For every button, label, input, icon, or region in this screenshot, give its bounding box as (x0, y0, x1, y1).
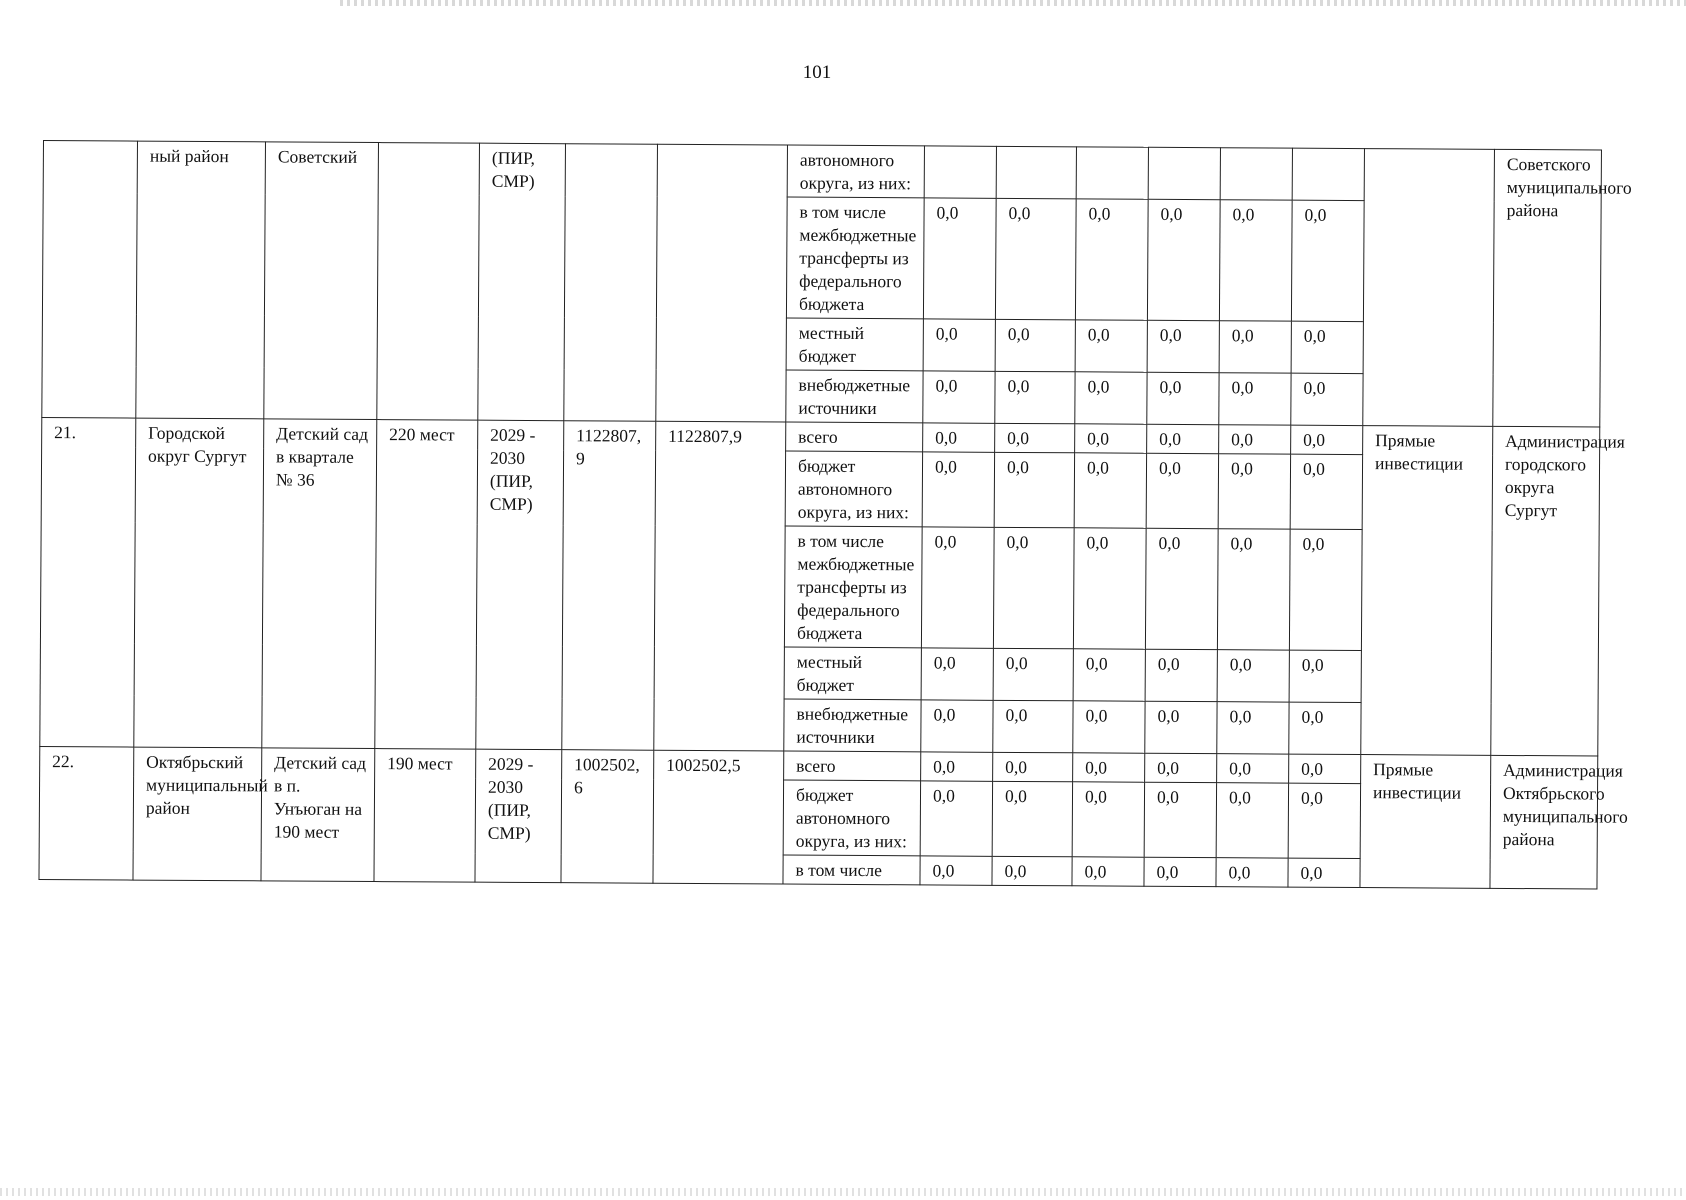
value-cell (1076, 147, 1148, 199)
mechanism-cell: Прямые инвестиции (1361, 426, 1493, 756)
value-cell: 0,0 (1075, 372, 1147, 424)
value-cell: 0,0 (1291, 425, 1363, 454)
value-cell: 0,0 (1074, 453, 1146, 528)
value-cell: 0,0 (1289, 702, 1361, 754)
value-cell: 0,0 (993, 527, 1074, 648)
value-cell: 0,0 (995, 423, 1075, 452)
source-label: внебюджетные источники (786, 370, 923, 423)
value-cell: 0,0 (1216, 858, 1288, 887)
value-cell: 0,0 (1147, 372, 1219, 424)
page-number: 101 (802, 62, 832, 83)
number-cell: 21. (40, 417, 136, 747)
value-cell: 0,0 (923, 319, 995, 371)
source-label: всего (786, 422, 923, 452)
value-cell: 0,0 (1073, 753, 1145, 782)
deadline-cell: 2029 - 2030 (ПИР, СМР) (476, 420, 564, 750)
source-label: местный бюджет (786, 318, 923, 371)
responsible-cell: Администрация городского округа Сургут (1491, 426, 1600, 756)
value-cell: 0,0 (1219, 321, 1291, 373)
value-cell: 0,0 (1218, 454, 1290, 529)
value-cell: 0,0 (1145, 528, 1218, 649)
value-cell: 0,0 (1219, 373, 1291, 425)
value-cell: 0,0 (995, 319, 1075, 371)
value-cell: 0,0 (993, 648, 1073, 700)
value-cell: 0,0 (1072, 782, 1144, 857)
value-cell: 0,0 (1147, 320, 1219, 372)
value-cell: 0,0 (1075, 424, 1147, 453)
value-cell (996, 146, 1076, 198)
estimated-cost-cell: 1002502,6 (561, 750, 654, 884)
value-cell: 0,0 (1144, 782, 1216, 857)
value-cell: 0,0 (1289, 754, 1361, 783)
value-cell: 0,0 (1217, 529, 1290, 650)
municipality-cell: Городской округ Сургут (134, 418, 264, 748)
value-cell: 0,0 (1072, 857, 1144, 886)
source-label: бюджет автономного округа, из них: (785, 451, 922, 527)
value-cell: 0,0 (1145, 649, 1217, 701)
source-label: внебюджетные источники (784, 699, 921, 752)
capacity-cell (377, 143, 480, 421)
value-cell: 0,0 (921, 527, 994, 648)
value-cell: 0,0 (1217, 702, 1289, 754)
value-cell: 0,0 (1288, 858, 1360, 887)
value-cell: 0,0 (1145, 753, 1217, 782)
responsible-cell: Администрация Октябрьского муниципального района (1490, 755, 1598, 889)
value-cell: 0,0 (1145, 701, 1217, 753)
object-cell: Детский сад в квартале № 36 (262, 419, 377, 749)
value-cell: 0,0 (1291, 321, 1363, 373)
value-cell: 0,0 (921, 752, 993, 781)
source-label: в том числе межбюджетные трансферты из федерального бюджета (786, 197, 924, 319)
value-cell: 0,0 (1291, 200, 1364, 321)
deadline-cell: (ПИР, СМР) (478, 143, 566, 421)
municipality-cell: ный район (136, 141, 266, 419)
value-cell: 0,0 (1291, 373, 1363, 425)
value-cell: 0,0 (920, 781, 992, 856)
capacity-cell: 220 мест (375, 420, 478, 750)
investment-table (38, 140, 1632, 890)
number-cell: 22. (39, 746, 134, 880)
object-cell: Детский сад в п. Унъюган на 190 мест (261, 748, 375, 882)
value-cell: 0,0 (923, 423, 995, 452)
value-cell (1148, 147, 1220, 199)
value-cell: 0,0 (1075, 320, 1147, 372)
value-cell: 0,0 (921, 700, 993, 752)
scan-noise-top (340, 0, 1686, 6)
source-label: бюджет автономного округа, из них: (783, 780, 920, 856)
source-label: всего (784, 751, 921, 781)
value-cell: 0,0 (995, 198, 1076, 319)
value-cell: 0,0 (995, 371, 1075, 423)
table-row (43, 141, 1601, 203)
value-cell (924, 146, 996, 198)
value-cell: 0,0 (1147, 424, 1219, 453)
value-cell (1292, 148, 1364, 200)
value-cell: 0,0 (920, 856, 992, 885)
remaining-cost-cell (656, 144, 788, 422)
value-cell: 0,0 (1290, 454, 1362, 529)
value-cell: 0,0 (1217, 754, 1289, 783)
value-cell: 0,0 (1288, 783, 1360, 858)
estimated-cost-cell: 1122807,9 (562, 421, 656, 751)
deadline-cell: 2029 - 2030 (ПИР, СМР) (475, 749, 562, 883)
mechanism-cell: Прямые инвестиции (1360, 755, 1491, 889)
value-cell: 0,0 (1217, 650, 1289, 702)
responsible-cell: Советского муниципального района (1493, 149, 1602, 427)
number-cell (42, 141, 138, 419)
value-cell: 0,0 (992, 781, 1072, 856)
value-cell: 0,0 (921, 648, 993, 700)
object-cell: Советский (264, 142, 379, 420)
value-cell: 0,0 (1146, 453, 1218, 528)
capacity-cell: 190 мест (374, 749, 476, 883)
remaining-cost-cell: 1002502,5 (653, 750, 784, 884)
value-cell: 0,0 (923, 198, 996, 319)
remaining-cost-cell: 1122807,9 (654, 421, 786, 751)
mechanism-cell (1363, 149, 1495, 427)
source-label: в том числе межбюджетные трансферты из федерального бюджета (784, 526, 922, 648)
value-cell: 0,0 (1289, 650, 1361, 702)
value-cell: 0,0 (922, 452, 994, 527)
scan-noise-bottom (0, 1188, 1686, 1196)
source-label: местный бюджет (784, 647, 921, 700)
value-cell: 0,0 (1073, 701, 1145, 753)
municipality-cell: Октябрьский муниципальный район (133, 747, 262, 881)
value-cell: 0,0 (1289, 529, 1362, 650)
value-cell: 0,0 (1075, 199, 1148, 320)
value-cell: 0,0 (1073, 649, 1145, 701)
source-label: автономного округа, из них: (787, 145, 924, 198)
value-cell: 0,0 (1073, 528, 1146, 649)
value-cell: 0,0 (993, 752, 1073, 781)
value-cell (1220, 148, 1292, 200)
value-cell: 0,0 (993, 700, 1073, 752)
value-cell: 0,0 (1147, 199, 1220, 320)
value-cell: 0,0 (1219, 200, 1292, 321)
value-cell: 0,0 (1144, 857, 1216, 886)
value-cell: 0,0 (923, 371, 995, 423)
value-cell: 0,0 (992, 856, 1072, 885)
source-label: в том числе (783, 855, 920, 885)
value-cell: 0,0 (1216, 783, 1288, 858)
value-cell: 0,0 (994, 452, 1074, 527)
value-cell: 0,0 (1219, 425, 1291, 454)
estimated-cost-cell (564, 144, 658, 422)
